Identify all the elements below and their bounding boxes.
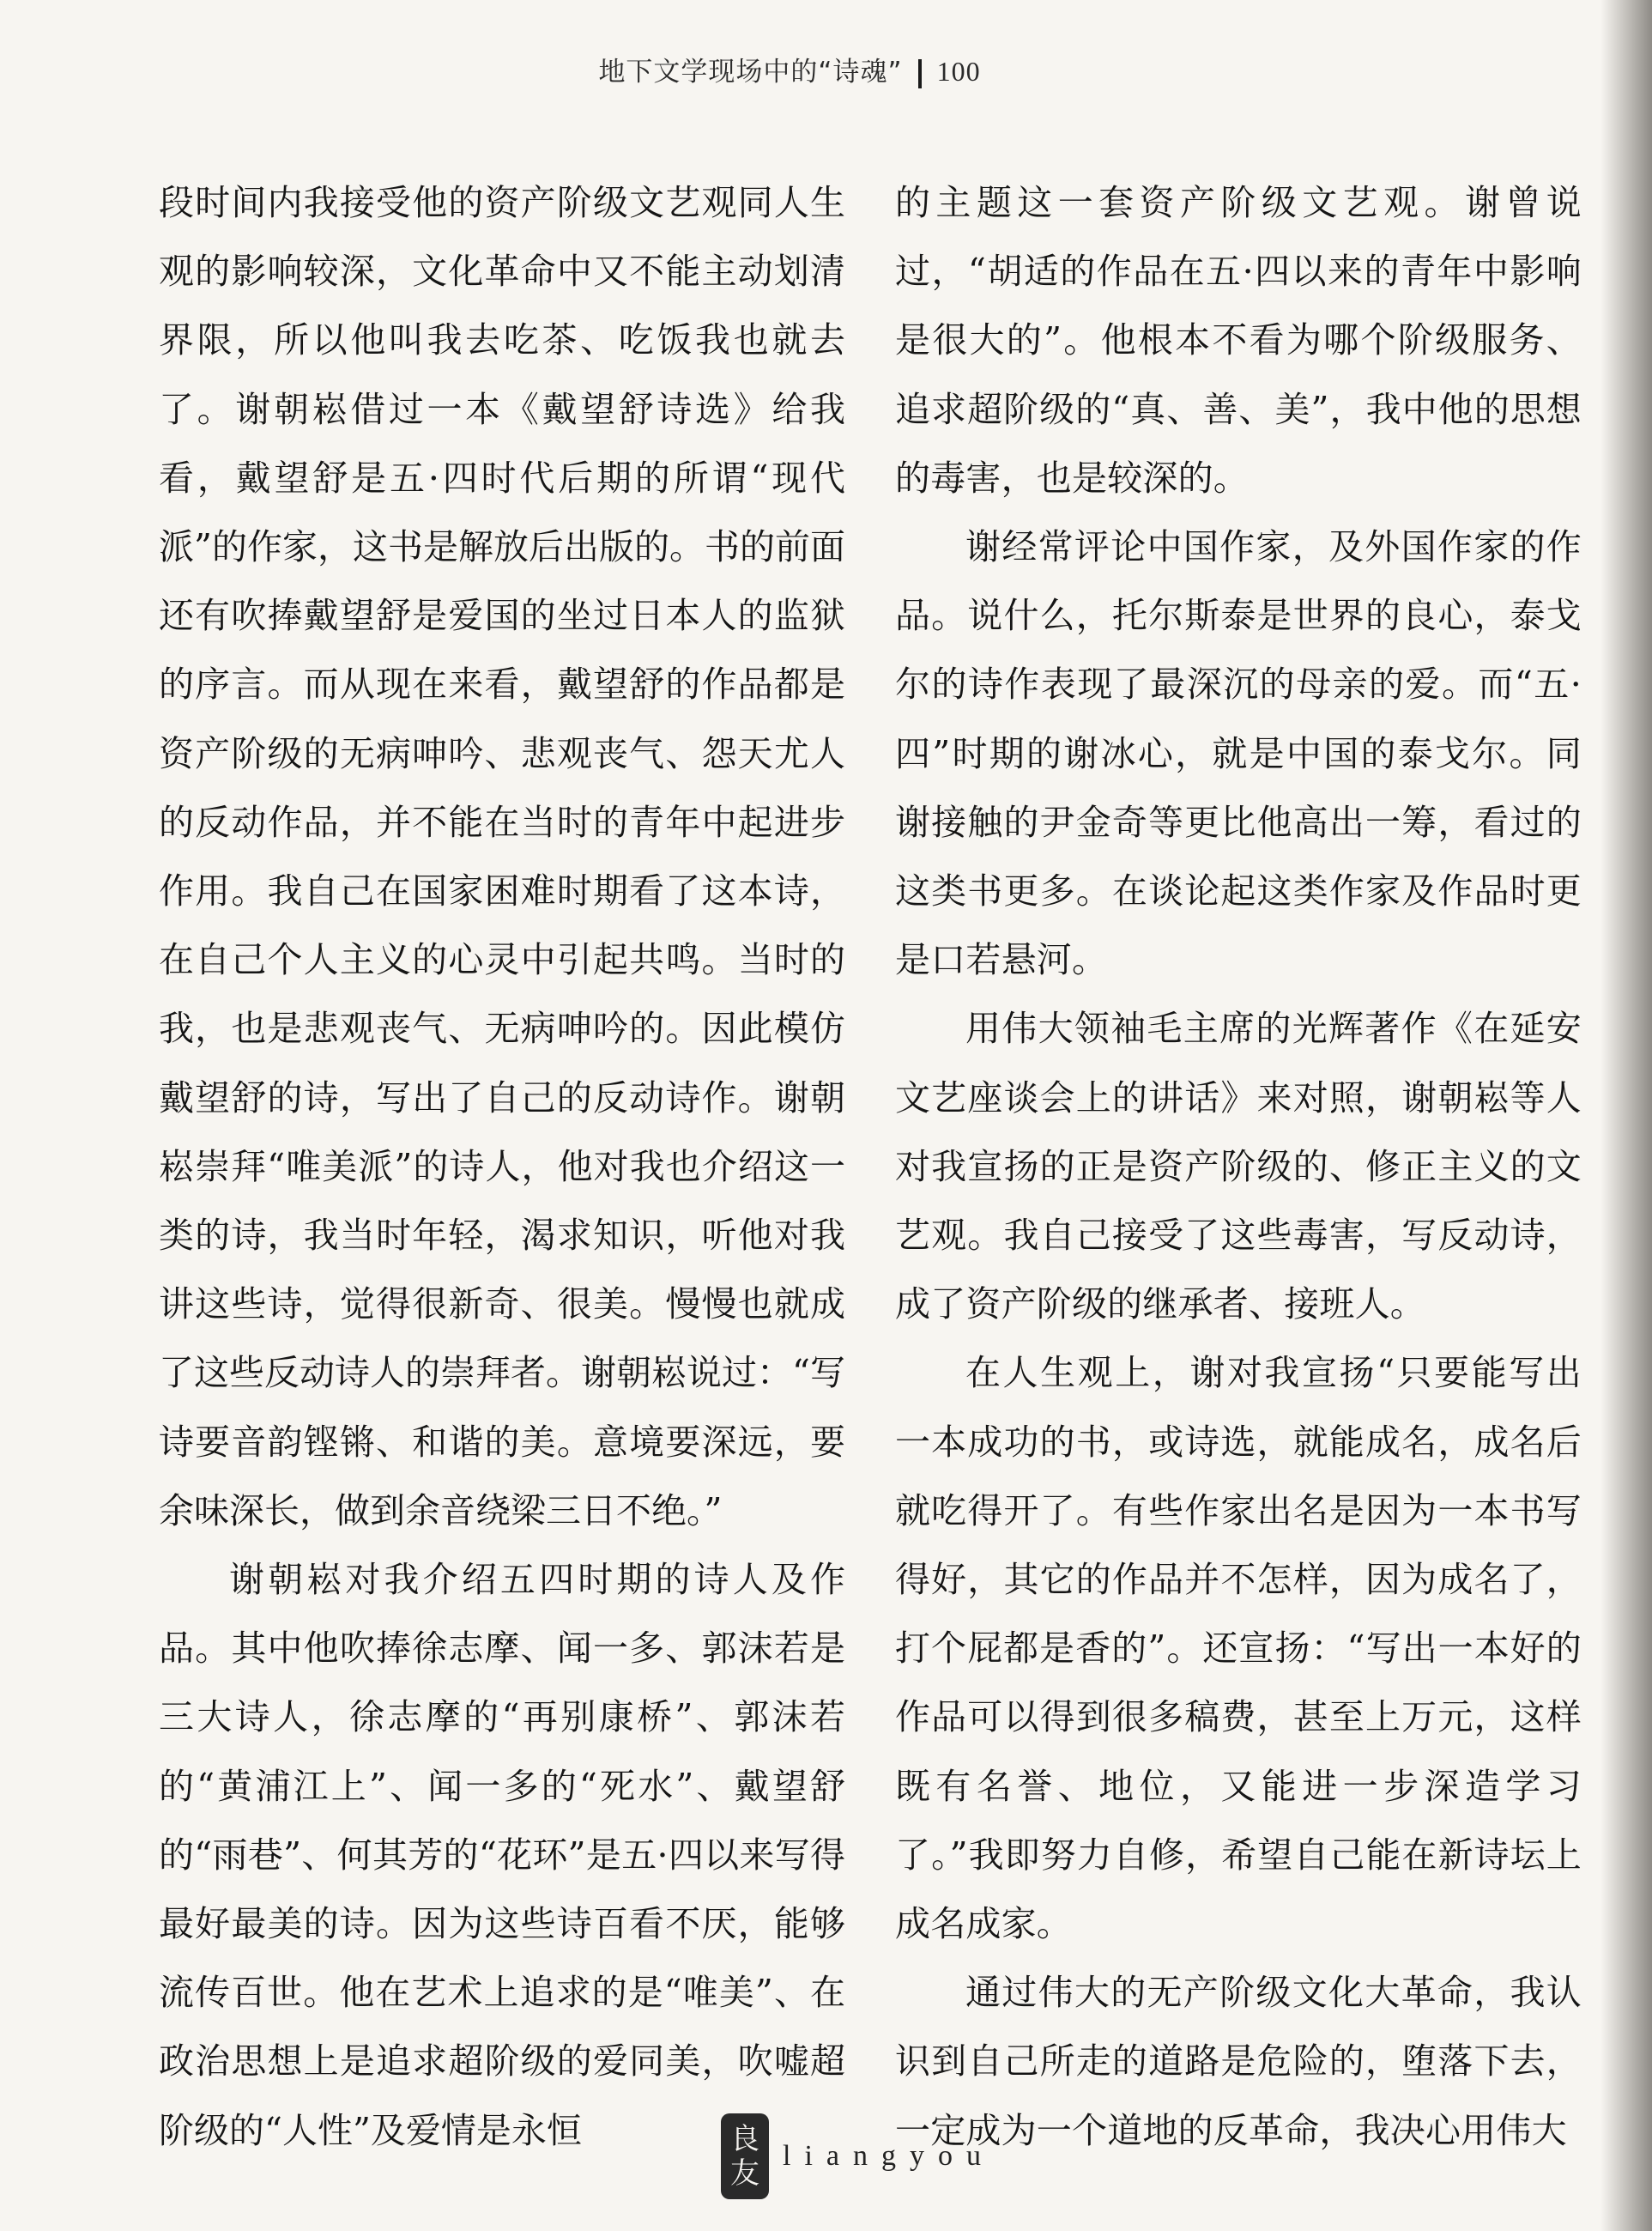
right-column	[895, 168, 1582, 2165]
logo-char-bottom: 友	[730, 2156, 759, 2191]
left-paragraph-1: 段时间内我接受他的资产阶级文艺观同人生观的影响较深，文化革命中又不能主动划清界限，所以他叫我去吃茶、吃饭我也就去了。谢朝崧借过一本《戴望舒诗选》给我看，戴望舒是五·四时代后期的所谓“现代派”的作家，这书是解放后出版的。书的前面还有吹捧戴望舒是爱国的坐过日本人的监狱的序言。而从现在来看，戴望舒的作品都是资产阶级的无病呻吟、悲观丧气、怨天尤人的反动作品，并不能在当时的青年中起进步作用。我自己在国家困难时期看了这本诗，在自己个人主义的心灵中引起共鸣。当时的我，也是悲观丧气、无病呻吟的。因此模仿戴望舒的诗，写出了自己的反动诗作。谢朝崧崇拜“唯美派”的诗人，他对我也介绍这一类的诗，我当时年轻，渴求知识，听他对我讲这些诗，觉得很新奇、很美。慢慢也就成了这些反动诗人的崇拜者。谢朝崧说过：“写诗要音韵铿锵、和谐的美。意境要深远，要余味深长，做到余音绕梁三日不绝。”	[159, 182, 845, 1531]
header-separator	[918, 59, 922, 88]
right-paragraph-1: 的主题这一套资产阶级文艺观。谢曾说过，“胡适的作品在五·四以来的青年中影响是很大的”。他根本不看为哪个阶级服务、追求超阶级的“真、善、美”，我中他的思想的毒害，也是较深的。	[895, 182, 1582, 499]
footer	[721, 2113, 995, 2199]
page-number: 100	[936, 56, 981, 87]
logo-char-top: 良	[730, 2122, 759, 2156]
running-header	[0, 50, 1579, 88]
right-paragraph-3: 用伟大领袖毛主席的光辉著作《在延安文艺座谈会上的讲话》来对照，谢朝崧等人对我宣扬的正是资产阶级的、修正主义的文艺观。我自己接受了这些毒害，写反动诗，成了资产阶级的继承者、接班人。	[895, 1008, 1582, 1325]
page-edge-shadow	[1601, 0, 1652, 2231]
left-paragraph-2: 谢朝崧对我介绍五四时期的诗人及作品。其中他吹捧徐志摩、闻一多、郭沫若是三大诗人，徐志摩的“再别康桥”、郭沫若的“黄浦江上”、闻一多的“死水”、戴望舒的“雨巷”、何其芳的“花环”是五·四以来写得最好最美的诗。因为这些诗百看不厌，能够流传百世。他在艺术上追求的是“唯美”、在政治思想上是追求超阶级的爱同美，吹嘘超阶级的“人性”及爱情是永恒	[159, 1559, 845, 2151]
running-title: 地下文学现场中的“诗魂”	[598, 57, 903, 88]
right-paragraph-5: 通过伟大的无产阶级文化大革命，我认识到自己所走的道路是危险的，堕落下去，一定成为一个道地的反革命，我决心用伟大	[895, 1972, 1582, 2151]
brand-text: liangyou	[783, 2140, 995, 2172]
right-paragraph-2: 谢经常评论中国作家，及外国作家的作品。说什么，托尔斯泰是世界的良心，泰戈尔的诗作表现了最深沉的母亲的爱。而“五·四”时期的谢冰心，就是中国的泰戈尔。同谢接触的尹金奇等更比他高出一筹，看过的这类书更多。在谈论起这类作家及作品时更是口若悬河。	[895, 526, 1582, 981]
liangyou-logo	[721, 2113, 769, 2199]
right-paragraph-4: 在人生观上，谢对我宣扬“只要能写出一本成功的书，或诗选，就能成名，成名后就吃得开了。有些作家出名是因为一本书写得好，其它的作品并不怎样，因为成名了，打个屁都是香的”。还宣扬：“写出一本好的作品可以得到很多稿费，甚至上万元，这样既有名誉、地位，又能进一步深造学习了。”我即努力自修，希望自己能在新诗坛上成名成家。	[895, 1352, 1582, 1945]
left-column	[159, 168, 845, 2165]
